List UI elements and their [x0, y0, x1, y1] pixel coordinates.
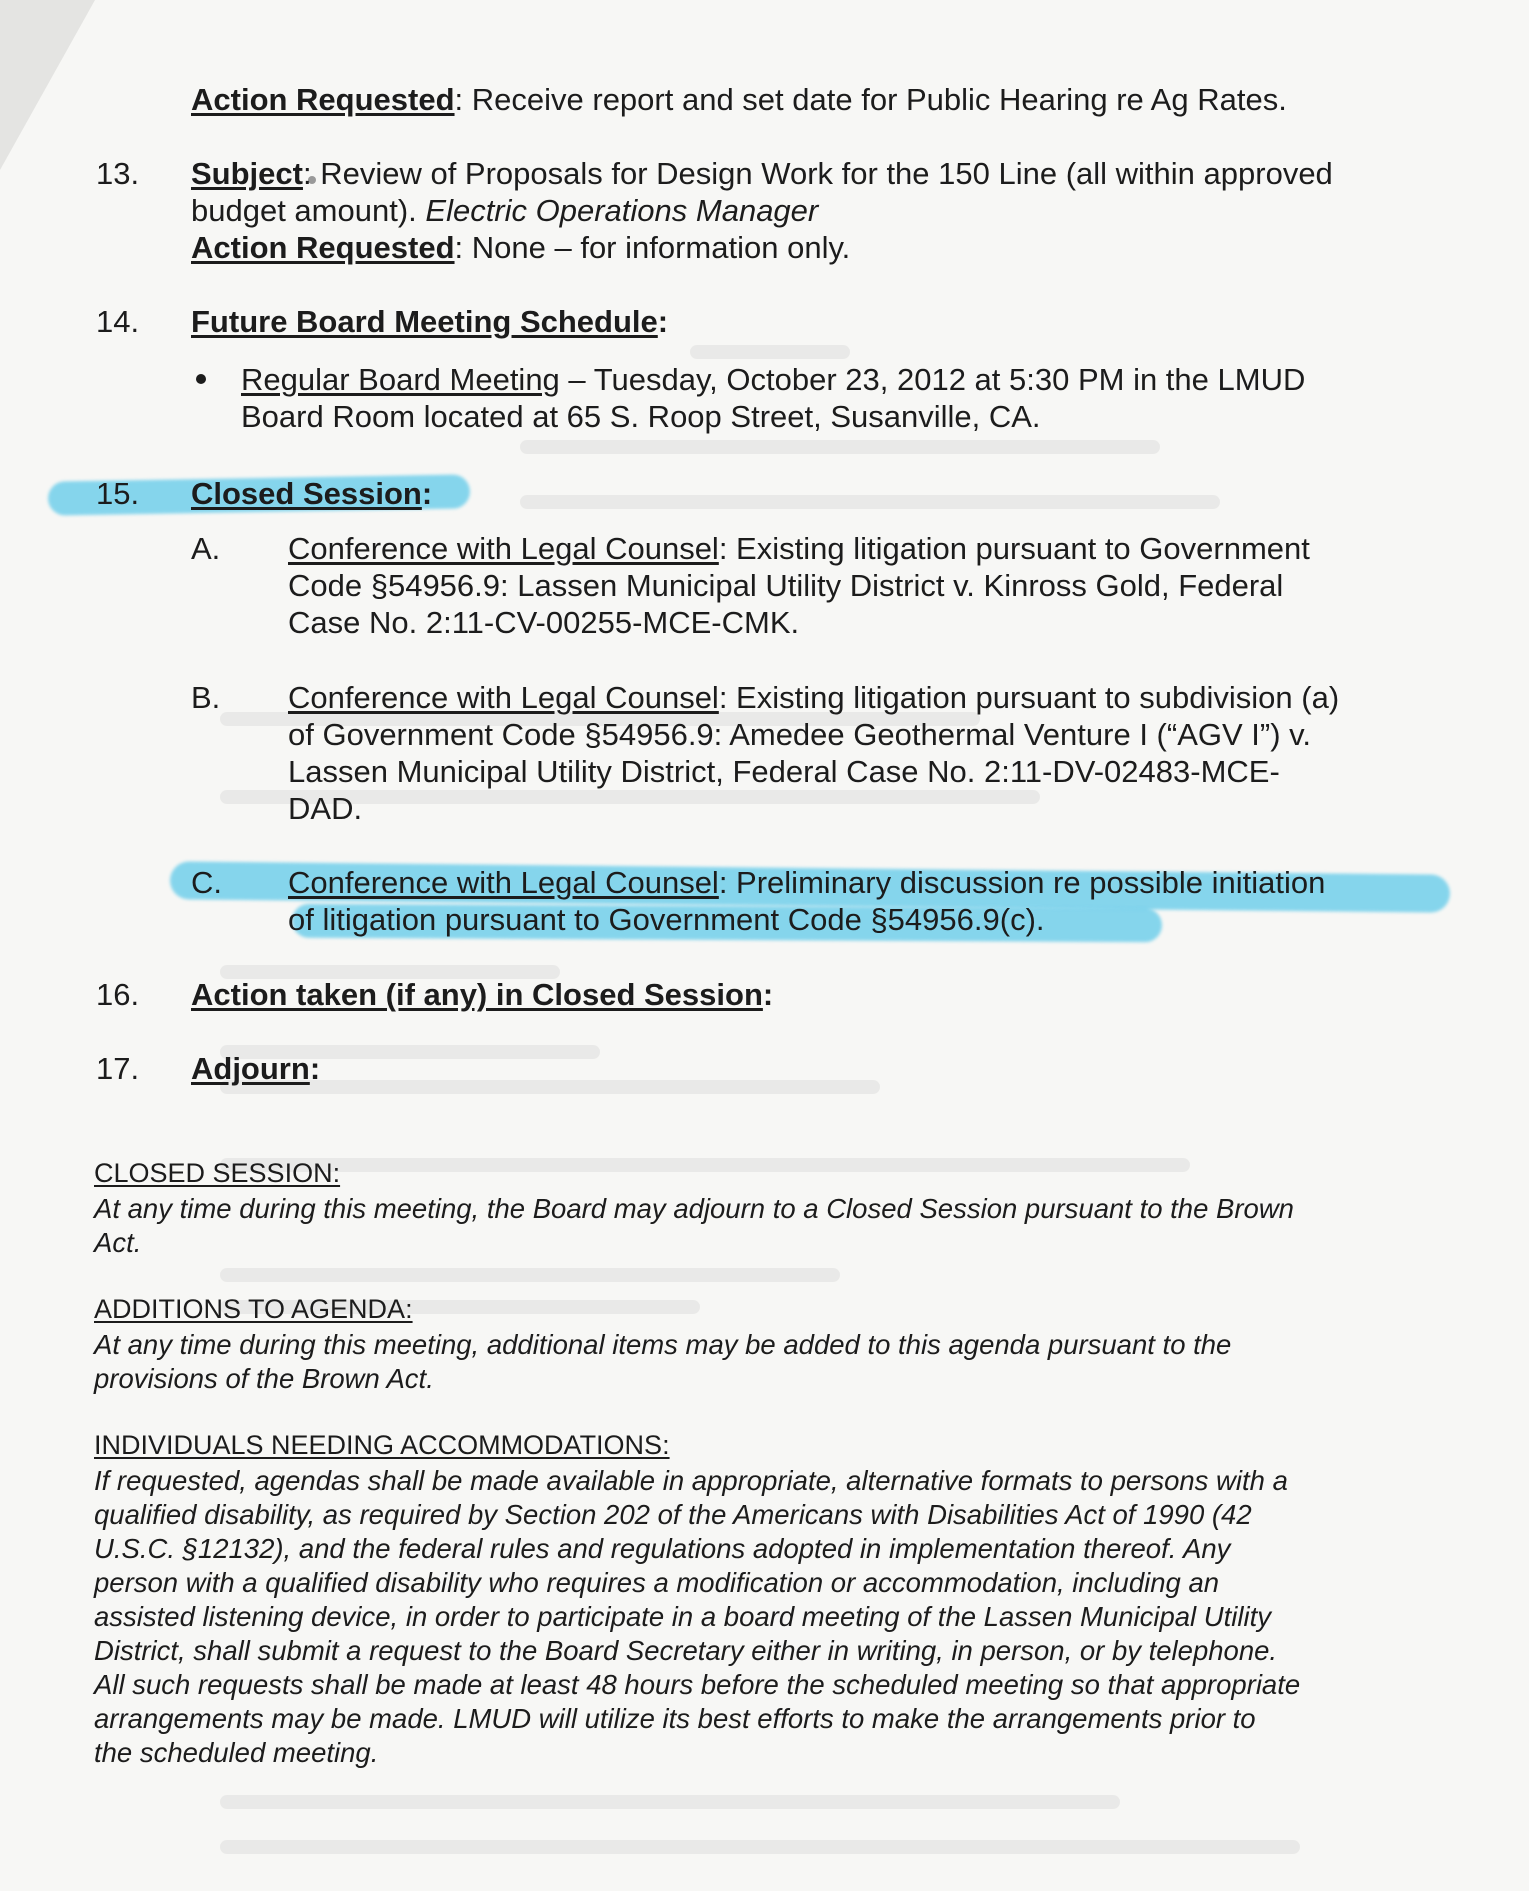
item-15b-text: : Existing litigation pursuant to subdivision (a): [718, 680, 1340, 715]
conference-label: Conference with Legal Counsel: [288, 865, 719, 900]
item-14-bullet-line-2: Board Room located at 65 S. Roop Street, Susanville, CA.: [241, 399, 1041, 434]
note-line: the scheduled meeting.: [94, 1737, 379, 1768]
accommodations-text: [94, 1464, 1424, 1770]
note-line: At any time during this meeting, additional items may be added to this agenda pursuant to the: [94, 1329, 1232, 1360]
action-requested-label: Action Requested: [191, 230, 455, 265]
page-fold-corner: [0, 0, 95, 170]
note-line: District, shall submit a request to the Board Secretary either in writing, in person, or by telephone.: [94, 1635, 1278, 1666]
item-17-number: 17.: [96, 1051, 140, 1086]
item-13-subject-line-2: [191, 192, 818, 229]
note-line: provisions of the Brown Act.: [94, 1363, 434, 1394]
closed-session-text: [94, 1192, 1424, 1260]
additions-text: [94, 1328, 1424, 1396]
item-13-action-line: [191, 229, 850, 266]
heading-colon: :: [657, 304, 669, 339]
item-15b-letter: B.: [191, 680, 221, 715]
note-line: arrangements may be made. LMUD will utilize its best efforts to make the arrangements prior to: [94, 1703, 1256, 1734]
item-15c-line-1: [288, 864, 1325, 901]
note-line: If requested, agendas shall be made available in appropriate, alternative formats to persons with a: [94, 1465, 1288, 1496]
conference-label: Conference with Legal Counsel: [288, 680, 719, 715]
item-15a-letter: A.: [191, 531, 221, 566]
subject-text: : Review of Proposals for Design Work for the 150 Line (all within approved: [302, 156, 1333, 191]
action-requested-text: : Receive report and set date for Public Hearing re Ag Rates.: [454, 82, 1287, 117]
future-board-meeting-label: Future Board Meeting Schedule: [191, 304, 658, 339]
item-15-number: 15.: [96, 476, 140, 511]
item-16-number: 16.: [96, 977, 140, 1012]
subject-text-2: budget amount).: [191, 193, 426, 228]
item-15a-line-2: Code §54956.9: Lassen Municipal Utility District v. Kinross Gold, Federal: [288, 568, 1284, 603]
note-line: assisted listening device, in order to participate in a board meeting of the Lassen Municipal Utility: [94, 1601, 1272, 1632]
item-15-heading: [191, 475, 432, 512]
action-requested-label: Action Requested: [191, 82, 455, 117]
accommodations-heading: INDIVIDUALS NEEDING ACCOMMODATIONS:: [94, 1430, 670, 1460]
note-line: All such requests shall be made at least 48 hours before the scheduled meeting so that appropriate: [94, 1669, 1301, 1700]
item-15b-line-3: Lassen Municipal Utility District, Federal Case No. 2:11-DV-02483-MCE-: [288, 754, 1280, 789]
item-15a-line-1: [288, 530, 1310, 567]
note-line: Act.: [94, 1227, 142, 1258]
closed-session-label: Closed Session: [191, 476, 422, 511]
closed-session-heading: CLOSED SESSION:: [94, 1158, 341, 1188]
note-line: qualified disability, as required by Section 202 of the Americans with Disabilities Act of 1990 (42: [94, 1499, 1252, 1530]
item-15c-letter: C.: [191, 865, 222, 900]
item-12-action-line: [191, 81, 1287, 118]
heading-colon: :: [762, 977, 774, 1012]
heading-colon: :: [309, 1051, 321, 1086]
item-15a-text: : Existing litigation pursuant to Government: [718, 531, 1310, 566]
action-taken-label: Action taken (if any) in Closed Session: [191, 977, 763, 1012]
action-requested-text: : None – for information only.: [454, 230, 851, 265]
additions-heading: ADDITIONS TO AGENDA:: [94, 1294, 413, 1324]
regular-board-meeting-label: Regular Board Meeting: [241, 362, 560, 397]
item-13-number: 13.: [96, 156, 140, 191]
item-15c-text: : Preliminary discussion re possible initiation: [718, 865, 1326, 900]
item-14-heading: [191, 303, 668, 340]
bullet-icon: [196, 374, 206, 384]
item-14-bullet-line-1: [241, 361, 1305, 398]
item-15b-line-2: of Government Code §54956.9: Amedee Geothermal Venture I (“AGV I”) v.: [288, 717, 1311, 752]
adjourn-label: Adjourn: [191, 1051, 310, 1086]
item-14-number: 14.: [96, 304, 140, 339]
note-line: person with a qualified disability who requires a modification or accommodation, including an: [94, 1567, 1220, 1598]
note-line: At any time during this meeting, the Board may adjourn to a Closed Session pursuant to the Brown: [94, 1193, 1294, 1224]
meeting-date-text: – Tuesday, October 23, 2012 at 5:30 PM in the LMUD: [559, 362, 1306, 397]
subject-label: Subject: [191, 156, 303, 191]
presenter: Electric Operations Manager: [425, 193, 819, 228]
item-15c-line-2: of litigation pursuant to Government Code §54956.9(c).: [288, 902, 1045, 937]
item-16-heading: [191, 976, 773, 1013]
note-line: U.S.C. §12132), and the federal rules and regulations adopted in implementation thereof. Any: [94, 1533, 1231, 1564]
item-17-heading: [191, 1050, 320, 1087]
conference-label: Conference with Legal Counsel: [288, 531, 719, 566]
item-13-subject-line: [191, 155, 1333, 192]
item-15a-line-3: Case No. 2:11-CV-00255-MCE-CMK.: [288, 605, 800, 640]
heading-colon: :: [421, 476, 433, 511]
item-15b-line-4: DAD.: [288, 791, 363, 826]
item-15b-line-1: [288, 679, 1339, 716]
